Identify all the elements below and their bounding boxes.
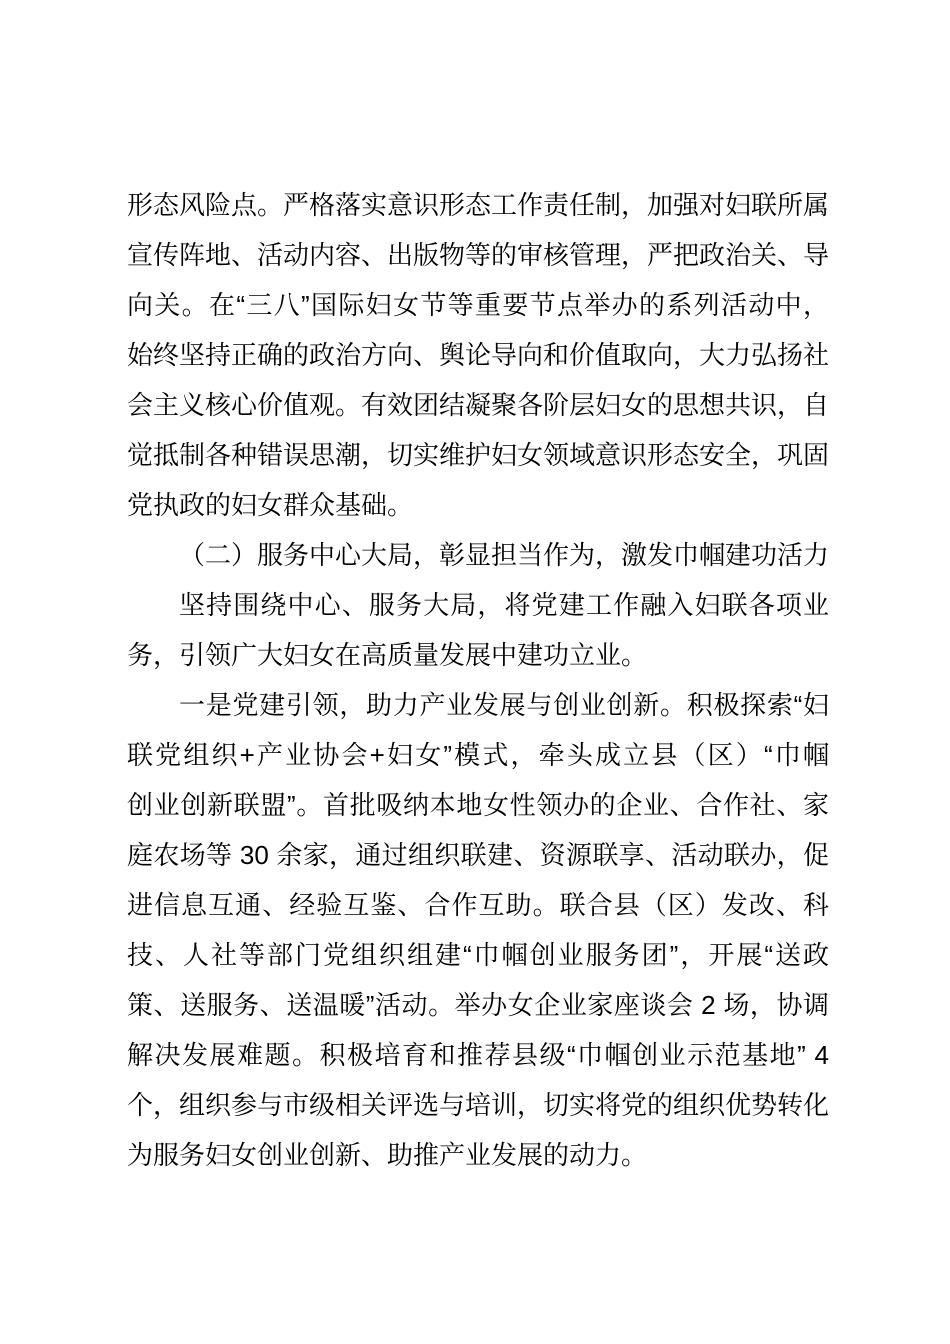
text-line: 宣传阵地、活动内容、出版物等的审核管理，严把政治关、导 [127,240,830,270]
text-line: 党执政的妇女群众基础。 [127,490,414,520]
text-line: 为服务妇女创业创新、助推产业发展的动力。 [127,1140,648,1170]
text-line: 坚持围绕中心、服务大局，将党建工作融入妇联各项业 [179,590,829,620]
text-line: 务，引领广大妇女在高质量发展中建功立业。 [127,640,648,670]
text-line: 策、送服务、送温暖”活动。举办女企业家座谈会 2 场，协调 [127,990,829,1020]
text-line: 向关。在“三八”国际妇女节等重要节点举办的系列活动中， [127,290,829,320]
text-line: 庭农场等 30 余家，通过组织联建、资源联享、活动联办，促 [127,840,829,870]
document-body [127,180,829,1180]
text-line: 会主义核心价值观。有效团结凝聚各阶层妇女的思想共识，自 [127,390,830,420]
text-line: 联党组织+产业协会+妇女”模式，牵头成立县（区）“巾帼 [127,740,829,770]
text-line: 形态风险点。严格落实意识形态工作责任制，加强对妇联所属 [127,190,830,220]
text-line: 一是党建引领，助力产业发展与创业创新。积极探索“妇 [179,690,829,720]
text-line: 个，组织参与市级相关评选与培训，切实将党的组织优势转化 [127,1090,830,1120]
text-line: 解决发展难题。积极培育和推荐县级“巾帼创业示范基地” 4 [127,1040,829,1070]
text-line: 觉抵制各种错误思潮，切实维护妇女领域意识形态安全，巩固 [127,440,830,470]
text-line: 进信息互通、经验互鉴、合作互助。联合县（区）发改、科 [127,890,829,920]
text-line: 技、人社等部门党组织组建“巾帼创业服务团”，开展“送政 [127,940,829,970]
text-line: 创业创新联盟”。首批吸纳本地女性领办的企业、合作社、家 [127,790,829,820]
text-line: 始终坚持正确的政治方向、舆论导向和价值取向，大力弘扬社 [127,340,830,370]
text-line: （二）服务中心大局，彰显担当作为，激发巾帼建功活力 [179,540,830,570]
